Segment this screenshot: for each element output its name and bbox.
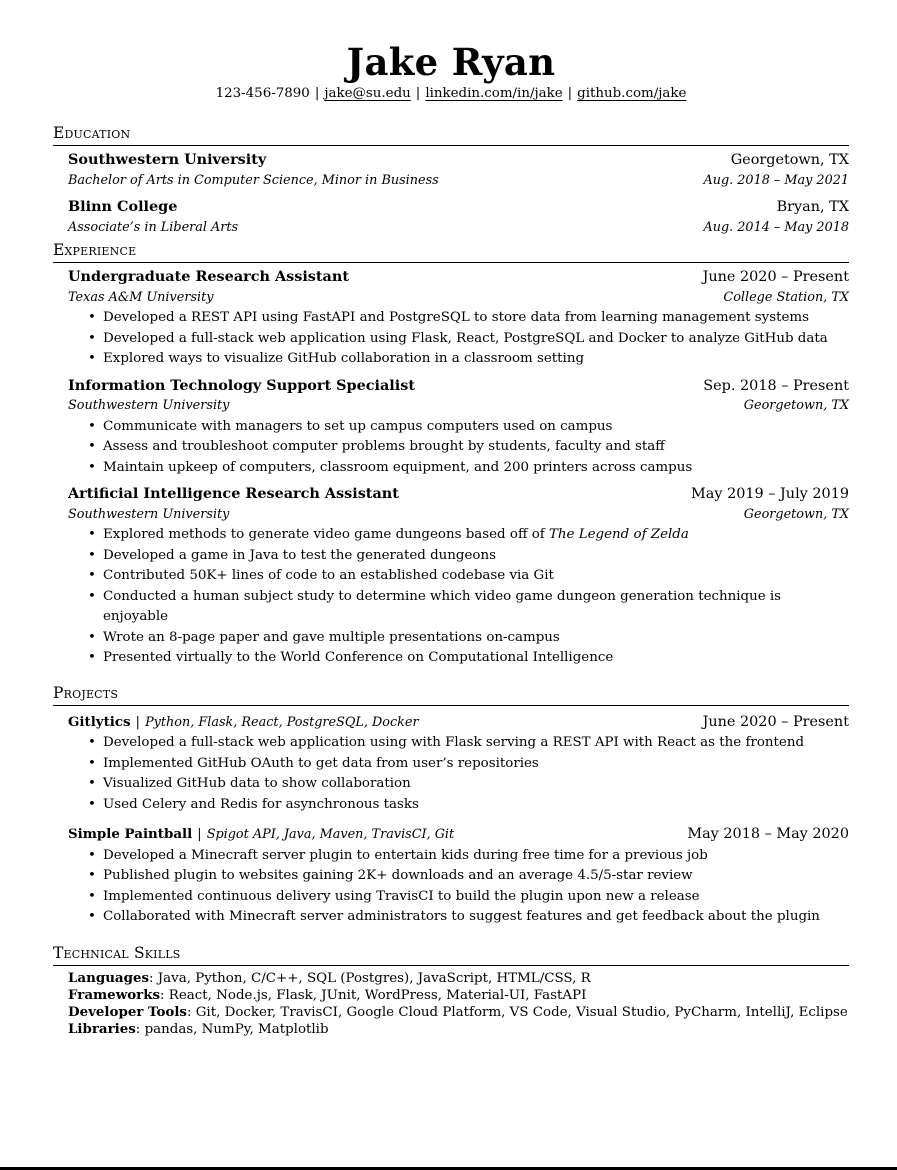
list-item: • Implemented continuous delivery using TravisCI to build the plugin upon new a release bbox=[88, 887, 849, 908]
job-title: Artificial Intelligence Research Assistant bbox=[68, 485, 399, 502]
organization: Southwestern University bbox=[68, 398, 230, 413]
contact-separator: | bbox=[314, 86, 320, 101]
section-title-skills: Technical Skills bbox=[53, 943, 849, 966]
skills-frameworks bbox=[68, 987, 849, 1004]
list-item: • Implemented GitHub OAuth to get data from user’s repositories bbox=[88, 754, 849, 775]
job-location: Georgetown, TX bbox=[743, 398, 849, 413]
project-entry bbox=[53, 712, 849, 816]
bullet-list bbox=[68, 846, 849, 928]
contact-separator: | bbox=[415, 86, 421, 101]
bullet-list bbox=[68, 733, 849, 815]
project-separator: | bbox=[197, 827, 202, 842]
list-item: • Published plugin to websites gaining 2K+ downloads and an average 4.5/5-star review bbox=[88, 866, 849, 887]
organization: Texas A&M University bbox=[68, 289, 214, 305]
list-item: • Presented virtually to the World Conference on Computational Intelligence bbox=[88, 648, 849, 669]
degree: Bachelor of Arts in Computer Science, Minor in Business bbox=[68, 172, 439, 188]
email-link[interactable]: jake@su.edu bbox=[324, 86, 411, 101]
project-name: Gitlytics bbox=[68, 713, 131, 730]
project-heading bbox=[68, 824, 454, 846]
section-title-experience: Experience bbox=[53, 240, 849, 263]
project-name: Simple Paintball bbox=[68, 826, 193, 842]
list-item: • Developed a full-stack web application using Flask, React, PostgreSQL and Docker to analyze GitHub data bbox=[88, 329, 849, 350]
list-item: • Contributed 50K+ lines of code to an established codebase via Git bbox=[88, 566, 849, 587]
list-item: • Assess and troubleshoot computer problems brought by students, faculty and staff bbox=[88, 437, 849, 458]
school-location: Georgetown, TX bbox=[730, 152, 849, 168]
skills-list bbox=[53, 970, 849, 1039]
list-item: • Developed a full-stack web application using with Flask serving a REST API with React as the frontend bbox=[88, 733, 849, 754]
school-name: Blinn College bbox=[68, 198, 178, 215]
bullet-list bbox=[68, 308, 849, 370]
education-dates: Aug. 2018 – May 2021 bbox=[703, 172, 849, 188]
job-location: Georgetown, TX bbox=[743, 506, 849, 522]
list-item bbox=[88, 525, 849, 546]
job-location: College Station, TX bbox=[723, 289, 849, 305]
skills-label: Frameworks bbox=[68, 986, 161, 1003]
skills-languages bbox=[68, 970, 849, 987]
list-item: • Developed a Minecraft server plugin to entertain kids during free time for a previous job bbox=[88, 846, 849, 867]
skills-libraries bbox=[68, 1021, 849, 1038]
list-item: • Conducted a human subject study to determine which video game dungeon generation technique is enjoyable bbox=[88, 587, 849, 628]
list-item: • Developed a game in Java to test the generated dungeons bbox=[88, 546, 849, 567]
skills-value: : Java, Python, C/C++, SQL (Postgres), JavaScript, HTML/CSS, R bbox=[149, 970, 591, 986]
list-item: • Wrote an 8-page paper and gave multiple presentations on-campus bbox=[88, 628, 849, 649]
skills-label: Developer Tools bbox=[68, 1003, 187, 1020]
education-entry bbox=[53, 197, 849, 238]
school-name: Southwestern University bbox=[68, 151, 267, 168]
linkedin-link[interactable]: linkedin.com/in/jake bbox=[425, 86, 563, 101]
list-item: • Collaborated with Minecraft server administrators to suggest features and get feedback about the plugin bbox=[88, 907, 849, 928]
game-title: The Legend of Zelda bbox=[549, 527, 689, 542]
project-stack: Python, Flask, React, PostgreSQL, Docker bbox=[145, 714, 419, 730]
list-item: • Maintain upkeep of computers, classroom equipment, and 200 printers across campus bbox=[88, 458, 849, 479]
projects-section bbox=[53, 683, 849, 928]
project-entry bbox=[53, 824, 849, 928]
section-title-projects: Projects bbox=[53, 683, 849, 706]
job-title: Undergraduate Research Assistant bbox=[68, 268, 349, 285]
bullet-list bbox=[68, 417, 849, 479]
skills-label: Languages bbox=[68, 969, 150, 986]
project-dates: June 2020 – Present bbox=[702, 713, 849, 730]
job-title: Information Technology Support Specialist bbox=[68, 376, 415, 394]
list-item: • Visualized GitHub data to show collaboration bbox=[88, 774, 849, 795]
list-item: • Explored ways to visualize GitHub collaboration in a classroom setting bbox=[88, 349, 849, 370]
education-section bbox=[53, 123, 849, 238]
phone-number: 123-456-7890 bbox=[215, 86, 310, 101]
experience-entry bbox=[53, 267, 849, 370]
skills-value: : React, Node.js, Flask, JUnit, WordPress, Material-UI, FastAPI bbox=[160, 987, 587, 1003]
list-item: • Communicate with managers to set up campus computers used on campus bbox=[88, 417, 849, 438]
bullet-text: Explored methods to generate video game dungeons based off of bbox=[103, 527, 549, 542]
experience-section bbox=[53, 240, 849, 669]
project-dates: May 2018 – May 2020 bbox=[687, 826, 849, 842]
project-stack: Spigot API, Java, Maven, TravisCI, Git bbox=[206, 827, 455, 842]
skills-section bbox=[53, 943, 849, 1039]
list-item: • Used Celery and Redis for asynchronous tasks bbox=[88, 795, 849, 816]
github-link[interactable]: github.com/jake bbox=[577, 86, 687, 101]
education-dates: Aug. 2014 – May 2018 bbox=[703, 219, 849, 235]
education-entry bbox=[53, 150, 849, 191]
project-heading bbox=[68, 712, 419, 734]
skills-value: : Git, Docker, TravisCI, Google Cloud Platform, VS Code, Visual Studio, PyCharm, IntelliJ, Eclipse bbox=[186, 1004, 848, 1020]
skills-tools bbox=[68, 1004, 849, 1021]
job-dates: Sep. 2018 – Present bbox=[703, 377, 849, 394]
resume-name: Jake Ryan bbox=[346, 40, 556, 84]
experience-entry bbox=[53, 484, 849, 669]
skills-label: Libraries bbox=[68, 1021, 136, 1038]
section-title-education: Education bbox=[53, 123, 849, 146]
bullet-list bbox=[68, 525, 849, 669]
experience-entry bbox=[53, 376, 849, 479]
contact-separator: | bbox=[567, 86, 573, 101]
contact-line bbox=[53, 85, 849, 103]
list-item: • Developed a REST API using FastAPI and PostgreSQL to store data from learning management systems bbox=[88, 308, 849, 329]
skills-value: : pandas, NumPy, Matplotlib bbox=[135, 1022, 329, 1038]
job-dates: May 2019 – July 2019 bbox=[691, 486, 849, 502]
organization: Southwestern University bbox=[68, 506, 230, 522]
resume-page bbox=[53, 40, 849, 1038]
school-location: Bryan, TX bbox=[776, 199, 849, 215]
job-dates: June 2020 – Present bbox=[702, 269, 849, 285]
project-separator: | bbox=[135, 714, 141, 730]
degree: Associate’s in Liberal Arts bbox=[68, 219, 239, 235]
